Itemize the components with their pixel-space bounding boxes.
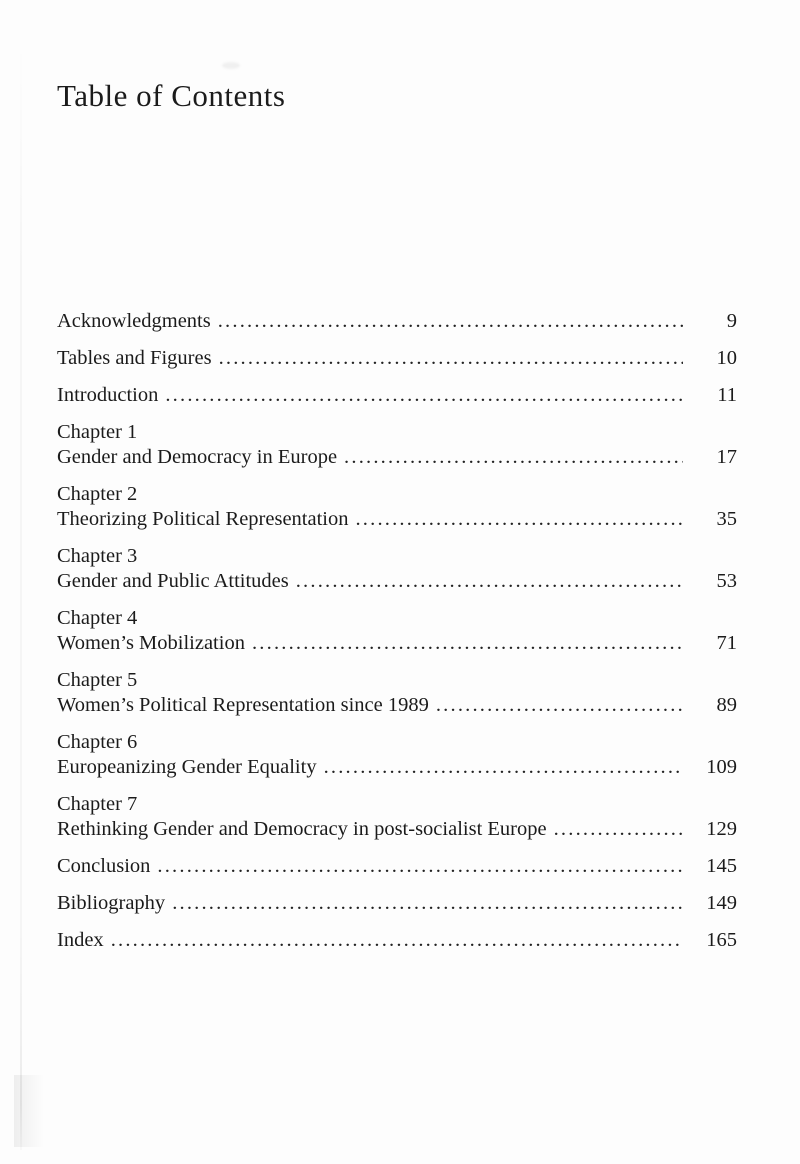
- dot-leader: [554, 817, 683, 842]
- toc-entry-line: [57, 891, 737, 916]
- toc-entry: [57, 544, 737, 594]
- toc-entry-chapter-label: Chapter 7: [57, 793, 138, 815]
- toc-entry: [57, 854, 737, 879]
- toc-entry-page-number: 35: [716, 508, 737, 530]
- toc-entry: [57, 606, 737, 656]
- scan-shadow-artifact: [14, 1075, 44, 1147]
- toc-entry-line: [57, 507, 737, 532]
- toc-entry-title: Acknowledgments: [57, 310, 211, 332]
- toc-entry-title: Index: [57, 929, 104, 951]
- dot-leader: [165, 383, 683, 408]
- toc-entry-page-number: 11: [717, 384, 737, 406]
- toc-entry: [57, 792, 737, 842]
- dot-leader: [324, 755, 683, 780]
- toc-entry: [57, 346, 737, 371]
- toc-entry-page-number: 149: [706, 892, 737, 914]
- dot-leader: [219, 346, 683, 371]
- toc-entry: [57, 309, 737, 334]
- toc-entry-title: Conclusion: [57, 855, 151, 877]
- toc-entry-line: [57, 445, 737, 470]
- toc-entry-page-number: 109: [706, 756, 737, 778]
- toc-entry-title: Tables and Figures: [57, 347, 212, 369]
- toc-entry-page-number: 53: [716, 570, 737, 592]
- toc-entry: [57, 383, 737, 408]
- toc-entry-line: [57, 854, 737, 879]
- toc-entry: [57, 420, 737, 470]
- toc-entry-line: [57, 383, 737, 408]
- toc-entry: [57, 891, 737, 916]
- toc-entry-title: Europeanizing Gender Equality: [57, 756, 317, 778]
- dot-leader: [296, 569, 683, 594]
- page-title: Table of Contents: [57, 78, 286, 113]
- dot-leader: [172, 891, 683, 916]
- toc-entry-chapter-label: Chapter 3: [57, 545, 138, 567]
- toc-entry-line: [57, 569, 737, 594]
- toc-entry-line: [57, 928, 737, 953]
- toc-entry-line: [57, 631, 737, 656]
- toc-entry-title: Gender and Democracy in Europe: [57, 446, 338, 468]
- toc-entry: [57, 730, 737, 780]
- toc-entry-title: Theorizing Political Representation: [57, 508, 349, 530]
- toc-entry-title: Gender and Public Attitudes: [57, 570, 289, 592]
- toc-entry: [57, 482, 737, 532]
- dot-leader: [344, 445, 683, 470]
- toc-entry-chapter-label: Chapter 2: [57, 483, 138, 505]
- toc-entry-line: [57, 346, 737, 371]
- toc-entry-page-number: 89: [716, 694, 737, 716]
- toc-entry-chapter-label: Chapter 1: [57, 421, 138, 443]
- toc-entry-page-number: 9: [726, 310, 737, 332]
- toc-entry-page-number: 129: [706, 818, 737, 840]
- toc-entry-title: Women’s Mobilization: [57, 632, 245, 654]
- toc-entry-title: Bibliography: [57, 892, 166, 914]
- dot-leader: [355, 507, 683, 532]
- dot-leader: [252, 631, 683, 656]
- toc-entry-chapter-label: Chapter 4: [57, 607, 138, 629]
- dot-leader: [111, 928, 683, 953]
- toc-entry: [57, 668, 737, 718]
- toc-entry-chapter-label: Chapter 6: [57, 731, 138, 753]
- toc-entry-page-number: 145: [706, 855, 737, 877]
- toc-entry-page-number: 165: [706, 929, 737, 951]
- dot-leader: [218, 309, 683, 334]
- toc-entry-title: Women’s Political Representation since 1989: [57, 694, 429, 716]
- toc-entry-line: [57, 309, 737, 334]
- toc-entry-chapter-label: Chapter 5: [57, 669, 138, 691]
- toc-list: [57, 309, 737, 953]
- toc-entry: [57, 928, 737, 953]
- dot-leader: [157, 854, 683, 879]
- dot-leader: [436, 693, 683, 718]
- toc-entry-line: [57, 817, 737, 842]
- toc-entry-page-number: 17: [716, 446, 737, 468]
- toc-entry-page-number: 71: [716, 632, 737, 654]
- toc-entry-title: Introduction: [57, 384, 159, 406]
- toc-entry-title: Rethinking Gender and Democracy in post-socialist Europe: [57, 818, 547, 840]
- toc-entry-page-number: 10: [716, 347, 737, 369]
- toc-entry-line: [57, 755, 737, 780]
- toc-entry-line: [57, 693, 737, 718]
